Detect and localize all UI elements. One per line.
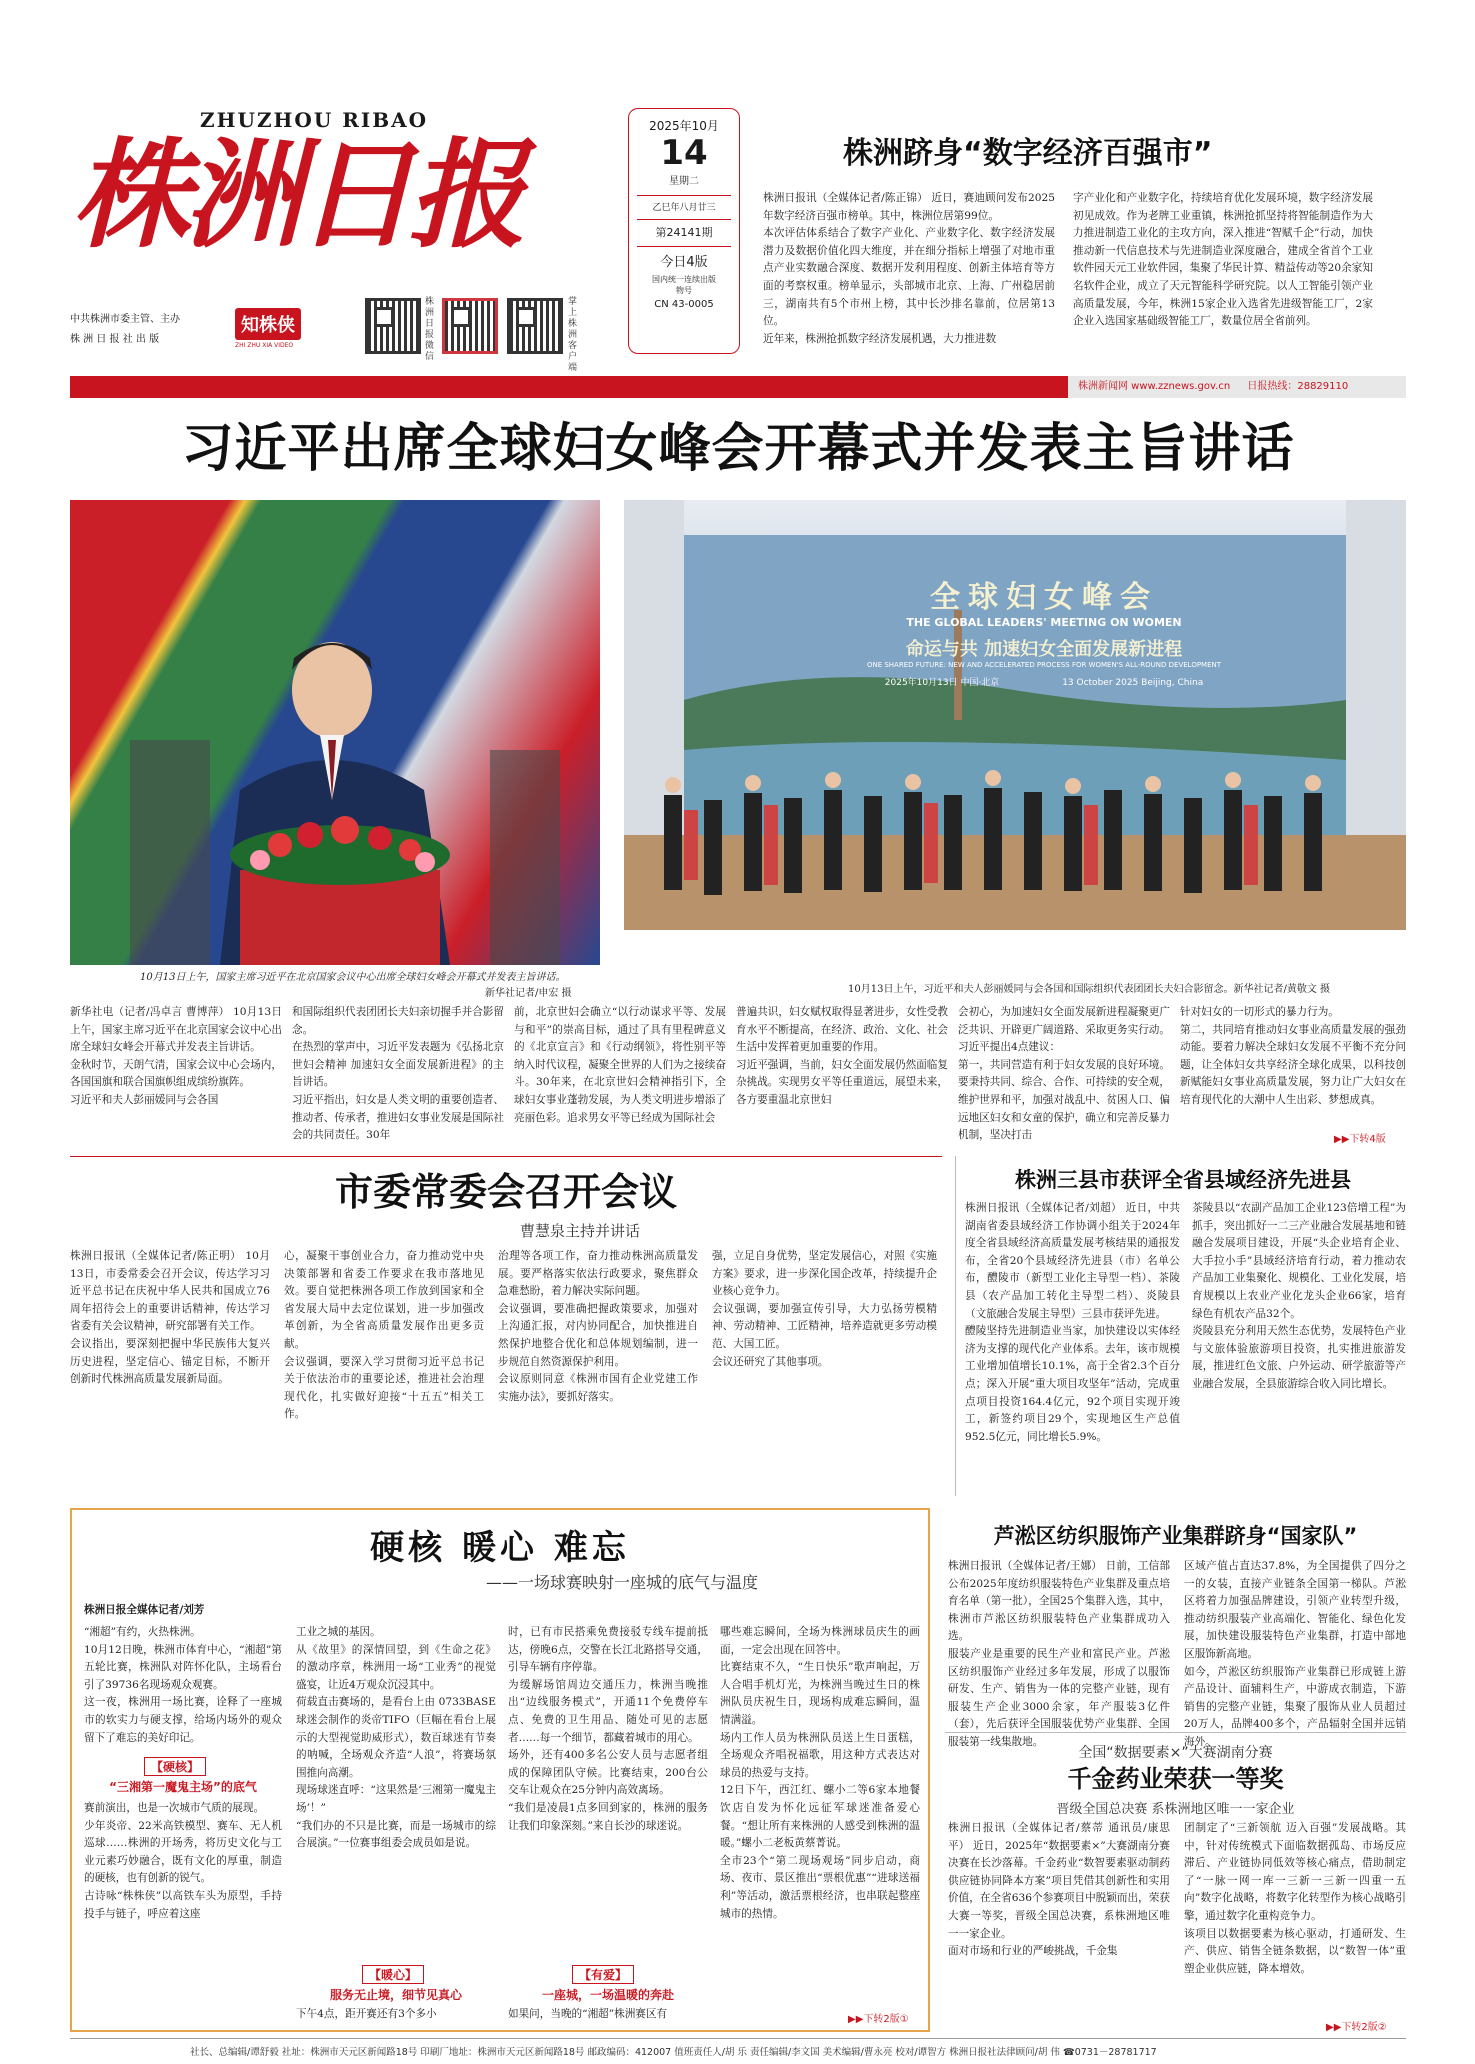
site-url[interactable]: 株洲新闻网 www.zznews.gov.cn	[1078, 381, 1231, 392]
group-illustration	[624, 500, 1406, 930]
masthead-title: 株洲日报	[72, 125, 521, 264]
feature-col1: “湘超”有约，火热株洲。 10月12日晚，株洲市体育中心，“湘超”第五轮比赛，株洲队对阵怀化队，主场看台引了39736名现场观众观赛。 这一夜，株洲用一场比赛，诠释了一座城市的软实力与硬支撑，给场内场外的观众留下了难忘的美好印记。	[84, 1626, 282, 1744]
qr-code-icon[interactable]	[507, 298, 563, 354]
lead-body-col2: 字产业化和产业数字化，持续培育优化发展环境，数字经济发展初见成效。作为老牌工业重镇，株洲抢抓坚持将智能制造作为大力推进制造工业化的主攻方向，深入推进“智赋千企”行动，加快推动新一代信息技术与先进制造业深度融合，建成全省首个工业软件园天元工业软件园，集聚了华民计算、精益传动等20余家知名软件企业，成立了天元智能科学研究院。以人工智能引领产业高质量发展，今年，株洲15家企业入选省先进级智能工厂，2家企业入选国家基础级智能工厂，数量位居全省前列。	[1073, 192, 1373, 328]
masthead-pinyin: ZHUZHOU RIBAO	[200, 108, 429, 132]
xi-story-col6: 针对妇女的一切形式的暴力行为。 第二，共同培育推动妇女事业高质量发展的强劲动能。要着力解决全球妇女发展不平衡不充分问题，让全体妇女共享经济全球化成果，以科技创新赋能妇女事业高质量发展，努力让广大妇女在培育现代化的大潮中人生出彩、梦想成真。	[1180, 1006, 1406, 1106]
date-yearmonth: 2025年10月	[649, 119, 719, 133]
xi-story-col2: 和国际组织代表团团长夫妇亲切握手并合影留念。 在热烈的掌声中，习近平发表题为《弘扬北京世妇会精神 加速妇女全面发展新进程》的主旨讲话。 习近平指出，妇女是人类文明的重要创造者、推动者、传承者，推进妇女事业发展是国际社会的共同责任。30年	[292, 1006, 504, 1142]
caption-photo1-credit: 新华社记者/申宏 摄	[485, 988, 572, 999]
masthead-sponsor: 中共株洲市委主管、主办 株 洲 日 报 社 出 版	[70, 314, 180, 345]
banner-title-cn: 全球妇女峰会	[930, 580, 1158, 615]
lead-headline: 株洲跻身“数字经济百强市”	[843, 136, 1213, 171]
textile-headline: 芦淞区纺织服饰产业集群跻身“国家队”	[993, 1524, 1358, 1548]
county-col1: 株洲日报讯（全媒体记者/刘超） 近日，中共湖南省委县域经济工作协调小组关于2024年度全省县域经济高质量发展考核结果的通报发布，全省20个县域经济先进县（市）名单公布，醴陵市（新型工业化主导型一档）、茶陵县（农产品加工转化主导型二档）、炎陵县（文旅融合发展主导型）三县市获评先进。 醴陵坚持先进制造业当家，加快建设以实体经济为支撑的现代化产业体系。去年，该市规模工业增加值增长10.1%，高于全省2.3个百分点；深入开展“重大项目攻坚年”活动，完成重点项目投资164.4亿元，92个项目实现开竣工，新签约项目29个，实现地区生产总值952.5亿元，同比增长5.9%。	[965, 1202, 1180, 1443]
banner-theme: 命运与共 加速妇女全面发展新进程	[905, 639, 1183, 660]
standing-col3: 治理等各项工作，奋力推动株洲高质量发展。要严格落实依法行政要求，聚焦群众急难愁盼，着力解决实际问题。 会议强调，要准确把握政策要求，加强对上沟通汇报，对内协同配合，加快推进自然保护地整合优化和总体规划编制，进一步规范自然资源保护利用。 会议原则同意《株洲市国有企业党建工作实施办法》，要抓好落实。	[498, 1250, 698, 1403]
feature-box	[70, 1508, 930, 2032]
feature-col4: 哪些难忘瞬间，全场为株洲球员庆生的画面，一定会出现在回答中。 比赛结束不久，“生日快乐”歌声响起，万人合唱手机灯光，为株洲当晚过生日的株洲队员庆祝生日，现场构成难忘瞬间，温情满溢。 场内工作人员为株洲队员送上生日蛋糕，全场观众齐唱祝福歌，用这种方式表达对球员的热爱与支持。 12日下午，西江红、螺小二等6家本地餐饮店自发为怀化远征军球迷准备爱心餐。“想让所有来株洲的人感受到株洲的温暖。”螺小二老板黄蔡菁说。 全市23个“第二现场观场”同步启动，商场、夜市、景区推出“票根优惠”“进球送福利”等活动，激活票根经济，也串联起整座城市的热情。	[720, 1626, 920, 1920]
qr-code-icon[interactable]	[365, 298, 421, 354]
banner-title-en: THE GLOBAL LEADERS' MEETING ON WOMEN	[906, 616, 1182, 629]
pharma-col1: 株洲日报讯（全媒体记者/蔡蒂 通讯员/康思平） 近日，2025年“数据要素×”大赛湖南分赛决赛在长沙落幕。千金药业“数智要素驱动制药供应链协同降本方案”项目凭借其创新性和实用价值，在全省636个参赛项目中脱颖而出，荣获大赛一等奖，晋级全国总决赛，系株洲地区唯一一家企业。 面对市场和行业的严峻挑战，千金集	[948, 1822, 1170, 1958]
standing-headline: 市委常委会召开会议	[334, 1170, 677, 1214]
feature-col3: 时，已有市民搭乘免费接驳专线车提前抵达，傍晚6点，交警在长江北路搭导交通，引导车辆有序停靠。 为缓解场馆周边交通压力，株洲当晚推出“边线服务模式”，开通11个免费停车点、免费的卫生用品、随处可见的志愿者……每一个细节，都藏着城市的用心。 场外，还有400多名公安人员与志愿者组成的保障团队守候。比赛结束，200台公交车让观众在25分钟内高效离场。 “我们是凌晨1点多回到家的，株洲的服务让我们印象深刻。”来自长沙的球迷说。	[508, 1626, 708, 1832]
banner-text	[764, 572, 1324, 688]
main-headline: 习近平出席全球妇女峰会开幕式并发表主旨讲话	[181, 419, 1295, 479]
feature-col2: 工业之城的基因。 从《故里》的深情回望，到《生命之花》的激动序章，株洲用一场“工业秀”的视觉盛宴，让近4万观众沉浸其中。 荷载直击赛场的，是看台上由 0733BASE球迷会制作的炎帝TIFO（巨幅在看台上展示的大型视觉助威形式），数百球迷有节奏的呐喊，全场观众齐造“人浪”，将赛场氛围推向高潮。 现场球迷直呼：“这果然是‘三湘第一魔鬼主场’！” “我们办的不只是比赛，而是一场城市的综合展演。”一位赛事组委会成员如是说。	[296, 1626, 496, 1850]
feature-tag3: 【有爱】	[572, 1964, 634, 1984]
photo-group	[624, 500, 1406, 930]
issue-number: 第24141期	[655, 226, 713, 239]
feature-continue[interactable]: ▶▶下转2版①	[848, 2014, 909, 2025]
pharma-headline: 千金药业荣获一等奖	[1067, 1765, 1284, 1793]
pharma-continue[interactable]: ▶▶下转2版②	[1326, 2022, 1387, 2033]
xi-story-col1: 新华社电（记者/冯卓言 曹博萍） 10月13日上午，国家主席习近平在北京国家会议中心出席全球妇女峰会开幕式并发表主旨讲话。 金秋时节，天朗气清，国家会议中心会场内，各国国旗和联合国旗帜组成缤纷旗阵。 习近平和夫人彭丽媛同与会各国	[70, 1006, 282, 1106]
page-count: 今日4版	[660, 255, 708, 270]
caption-photo2: 10月13日上午，习近平和夫人彭丽媛同与会各国和国际组织代表团团长夫妇合影留念。新华社记者/黄敬文 摄	[848, 984, 1330, 995]
footer-info: 社长、总编辑/谭舒毅 社址：株洲市天元区新闻路18号 印刷厂地址：株洲市天元区新闻路18号 邮政编码：412007 值班责任人/胡 乐 责任编辑/李文国 美术编辑/曹永亮 校对/谭智方 株洲日报社法律顾问/胡 伟 ☎0731－28781717	[190, 2047, 1157, 2058]
caption-photo1: 10月13日上午，国家主席习近平在北京国家会议中心出席全球妇女峰会开幕式并发表主旨讲话。	[140, 972, 566, 983]
banner-date-cn: 2025年10月13日 中国·北京	[884, 678, 1000, 688]
standing-col1: 株洲日报讯（全媒体记者/陈正明） 10月13日，市委常委会召开会议，传达学习习近平总书记在庆祝中华人民共和国成立76周年招待会上的重要讲话精神，传达学习省委有关会议精神，研究部署有关工作。 会议指出，要深刻把握中华民族伟大复兴历史进程，坚定信心、锚定目标，不断开创新时代株洲高质量发展新局面。	[70, 1250, 270, 1386]
hotline: 日报热线：28829110	[1247, 381, 1349, 392]
lead-story	[758, 118, 1408, 378]
textile-col1: 株洲日报讯（全媒体记者/王娜） 日前，工信部公布2025年度纺织服装特色产业集群及重点培育名单（第一批），全国25个集群入选，其中，株洲市芦淞区纺织服装特色产业集群成功入选。 服装产业是重要的民生产业和富民产业。芦淞区纺织服饰产业经过多年发展，形成了以服饰研发、生产、销售为一体的完整产业链，现有服装生产企业3000余家，年产服装3亿件（套），先后获评全国服装优势产业集群、全国服装第一线集散地。	[948, 1560, 1170, 1748]
xi-story-continue[interactable]: ▶▶下转4版	[1334, 1134, 1386, 1145]
standing-col2: 心，凝聚干事创业合力，奋力推动党中央决策部署和省委工作要求在我市落地见效。要自觉把株洲各项工作放到国家和全省发展大局中去定位谋划，进一步加强改革创新，为全省高质量发展作出更多贡献。 会议强调，要深入学习贯彻习近平总书记关于依法治市的重要论述，推进社会治理现代化，扎实做好迎接“十五五”相关工作。	[284, 1250, 484, 1421]
pharma-subhead: 晋级全国总决赛 系株洲地区唯一一家企业	[1056, 1802, 1295, 1817]
standing-col4: 强，立足自身优势，坚定发展信心，对照《实施方案》要求，进一步深化国企改革，持续提升企业核心竞争力。 会议强调，要加强宣传引导，大力弘扬劳模精神、劳动精神、工匠精神，培养造就更多劳动模范、大国工匠。 会议还研究了其他事项。	[712, 1250, 937, 1368]
county-headline: 株洲三县市获评全省县域经济先进县	[1015, 1168, 1351, 1192]
standing-subhead: 曹慧泉主持并讲话	[519, 1222, 640, 1240]
feature-headline: 硬核 暖心 难忘	[370, 1528, 630, 1568]
lead-body-col1: 株洲日报讯（全媒体记者/陈正锦） 近日，赛迪顾问发布2025年数字经济百强市榜单。其中，株洲位居第99位。 本次评估体系结合了数字产业化、产业数字化、数字经济发展潜力及数据价值化四大维度，并在细分指标上增强了对地市重点产业实数融合深度、数据开发利用程度、创新主体培育等方面的考察权重。榜单显示，头部城市北京、上海、广州稳居前三，湖南共有5个市州上榜，其中长沙排名靠前，位居第13位。 近年来，株洲抢抓数字经济发展机遇，大力推进数	[763, 192, 1055, 345]
feature-tag3-title: 一座城，一场温暖的奔赴	[541, 1988, 674, 2002]
textile-col2: 区域产值占直达37.8%，为全国提供了四分之一的女装，直接产业链条全国第一梯队。芦淞区将着力加强品牌建设，引领产业转型升级，推动纺织服装产业高端化、智能化、绿色化发展，加快建设服装特色产业集群，打造中部地区服饰新高地。 如今，芦淞区纺织服饰产业集群已形成链上游产品设计、面辅料生产，中游成衣制造，下游销售的完整产业链，集聚了服饰从业人员超过20万人，品牌400多个，产品辐射全国并远销海外。	[1184, 1560, 1406, 1748]
feature-col1b: 赛前演出，也是一次城市气质的展现。 少年炎帝、22米高铁模型、赛车、无人机巡球……株洲的开场秀，将历史文化与工业元素巧妙融合，既有文化的厚重，制造的硬核，也有创新的锐气。 古诗咏“株株侠”以高铁车头为原型，手持投手与链子，呼应着这座	[84, 1802, 282, 1920]
xi-story-col3: 前，北京世妇会确立“以行动谋求平等、发展与和平”的崇高目标，通过了具有里程碑意义的《北京宣言》和《行动纲领》，将性别平等纳入时代议程，凝聚全世界的人们为之接续奋斗。30年来，在北京世妇会精神指引下，全球妇女事业蓬勃发展，为人类文明进步增添了亮丽色彩。追求男女平等已经成为国际社会	[514, 1006, 726, 1124]
cn-label: 国内统一连续出版物号	[652, 275, 716, 295]
cn-number: CN 43-0005	[654, 299, 714, 310]
date-box	[628, 108, 740, 354]
masthead	[70, 78, 630, 373]
date-weekday: 星期二	[669, 176, 699, 187]
banner-date-en: 13 October 2025 Beijing, China	[1062, 678, 1204, 688]
pharma-col2: 团制定了“三新领航 迈入百强”发展战略。其中，针对传统模式下面临数据孤岛、市场反应滞后、产业链协同低效等核心痛点，借助制定了“一脉一网一库一三新一三新一四重一五向”数字化战略，将数字化转型作为核心战略引擎，通过数字化重构竞争力。 该项目以数据要素为核心驱动，打通研发、生产、供应、销售全链条数据，以“数智一体”重塑企业供应链，降本增效。	[1184, 1822, 1406, 1975]
date-lunar: 乙巳年八月廿三	[652, 203, 716, 213]
pharma-kicker: 全国“数据要素×”大赛湖南分赛	[1078, 1745, 1273, 1761]
feature-tag1-title: “三湘第一魔鬼主场”的底气	[109, 1780, 257, 1794]
feature-tag2-title: 服务无止境，细节见真心	[329, 1988, 462, 2002]
qr-label: 株洲日报微信	[425, 297, 435, 362]
feature-col3b: 如果问，当晚的“湘超”株洲赛区有	[508, 2008, 668, 2020]
site-bar-text	[1068, 376, 1406, 398]
banner-theme-en: ONE SHARED FUTURE: NEW AND ACCELERATED PROCESS FOR WOMEN'S ALL-ROUND DEVELOPMENT	[866, 661, 1222, 669]
feature-byline: 株洲日报全媒体记者/刘芳	[84, 1604, 205, 1616]
feature-subhead: ——一场球赛映射一座城的底气与温度	[485, 1573, 758, 1592]
feature-tag2: 【暖心】	[362, 1964, 424, 1984]
xi-story-col5: 会初心，为加速妇女全面发展新进程凝聚更广泛共识、开辟更广阔道路、采取更务实行动。习近平提出4点建议： 第一，共同营造有利于妇女发展的良好环境。要秉持共同、综合、合作、可持续的安全观，维护世界和平，加强对战乱中、贫困人口、偏远地区妇女和女童的保护，确立和完善反暴力机制，坚决打击	[958, 1006, 1170, 1142]
qr-code-icon[interactable]	[442, 298, 498, 354]
qr-label: 掌上株洲客户端	[568, 297, 578, 373]
county-col2: 茶陵县以“农副产品加工企业123倍增工程”为抓手，突出抓好一二三产业融合发展基地和链融合发展项目建设，开展“头企业培育企业、大手拉小手”县域经济培育行动，着力推动农产品加工业集聚化、规模化、工业化发展，培育规模以上农业产业化龙头企业66家，培育绿色有机农产品32个。 炎陵县充分利用天然生态优势，发展特色产业与文旅体验旅游项目投资，扎实推进旅游发展，推进红色文旅、户外运动、研学旅游等产业融合发展，全县旅游综合收入同比增长。	[1192, 1202, 1406, 1390]
photo-xi-speech	[70, 500, 600, 965]
feature-tag1: 【硬核】	[144, 1756, 206, 1776]
date-day: 14	[660, 133, 708, 173]
xi-story-col4: 普遍共识，妇女赋权取得显著进步，女性受教育水平不断提高，在经济、政治、文化、社会生活中发挥着更加重要的作用。 习近平强调，当前，妇女全面发展仍然面临复杂挑战。实现男女平等任重道远，展望未来，各方要重温北京世妇	[736, 1006, 948, 1106]
speaker-illustration	[70, 500, 600, 965]
feature-col2b: 下午4点，距开赛还有3个多小	[296, 2008, 437, 2020]
zhizhuxia-logo[interactable]: 知株侠 ZHI ZHU XIA VIDEO	[235, 308, 345, 349]
